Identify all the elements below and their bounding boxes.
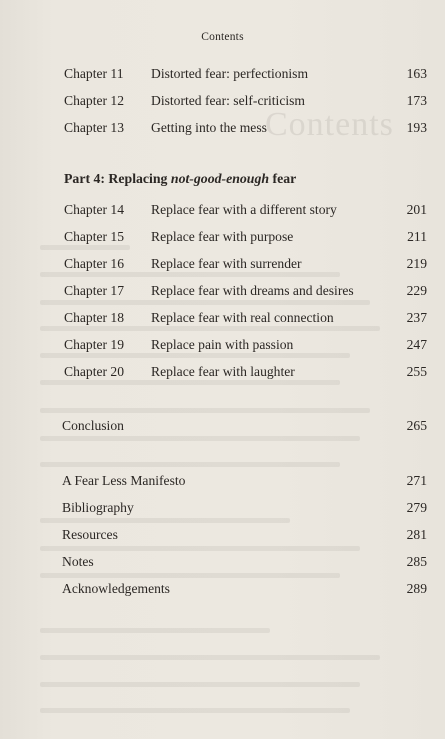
chapter-title: Getting into the mess	[151, 120, 267, 135]
chapter-number: Chapter 11	[64, 66, 124, 81]
chapter-number: Chapter 17	[64, 283, 125, 298]
section-title: Notes	[62, 554, 94, 569]
page-number: 271	[406, 473, 427, 488]
page-number: 265	[406, 418, 427, 433]
chapter-title: Distorted fear: perfectionism	[151, 66, 309, 81]
page-number: 255	[406, 364, 427, 379]
show-through-texture: Contents	[0, 0, 445, 739]
page-number: 201	[406, 202, 427, 217]
page-number: 289	[406, 581, 427, 596]
page-number: 211	[407, 229, 427, 244]
toc-entry[interactable]	[0, 118, 445, 138]
chapter-number: Chapter 18	[64, 310, 125, 325]
page-number: 279	[406, 500, 427, 515]
page-number: 219	[406, 256, 427, 271]
toc-entry[interactable]	[0, 91, 445, 111]
section-title: Conclusion	[62, 418, 124, 433]
page-number: 193	[406, 120, 427, 135]
toc-entry-conclusion[interactable]	[0, 416, 445, 436]
page-number: 237	[406, 310, 427, 325]
chapter-title: Replace fear with real connection	[151, 310, 334, 325]
chapter-title: Replace pain with passion	[151, 337, 294, 352]
chapter-number: Chapter 12	[64, 93, 125, 108]
chapter-title: Replace fear with surrender	[151, 256, 302, 271]
part-heading-suffix: fear	[269, 171, 297, 186]
toc-entry[interactable]	[0, 362, 445, 382]
chapter-number: Chapter 15	[64, 229, 125, 244]
chapter-number: Chapter 13	[64, 120, 125, 135]
section-title: Acknowledgements	[62, 581, 170, 596]
page-number: 247	[406, 337, 427, 352]
toc-entry[interactable]	[0, 200, 445, 220]
section-title: A Fear Less Manifesto	[62, 473, 186, 488]
section-title: Bibliography	[62, 500, 134, 515]
toc-entry-back-matter[interactable]	[0, 525, 445, 545]
chapter-number: Chapter 19	[64, 337, 125, 352]
part-heading-italic: not-good-enough	[170, 171, 270, 186]
toc-entry[interactable]	[0, 335, 445, 355]
chapter-title: Replace fear with a different story	[151, 202, 337, 217]
page-number: 285	[406, 554, 427, 569]
toc-entry-back-matter[interactable]	[0, 471, 445, 491]
toc-entry-back-matter[interactable]	[0, 498, 445, 518]
toc-entry-back-matter[interactable]	[0, 552, 445, 572]
toc-entry-back-matter[interactable]	[0, 579, 445, 599]
page-number: 163	[406, 66, 427, 81]
toc-entry[interactable]	[0, 254, 445, 274]
toc-entry[interactable]	[0, 64, 445, 84]
toc-entry[interactable]	[0, 227, 445, 247]
chapter-title: Distorted fear: self-criticism	[151, 93, 306, 108]
chapter-number: Chapter 16	[64, 256, 125, 271]
toc-entry[interactable]	[0, 281, 445, 301]
section-title: Resources	[62, 527, 118, 542]
chapter-title: Replace fear with laughter	[151, 364, 295, 379]
page-number: 229	[406, 283, 427, 298]
chapter-number: Chapter 14	[64, 202, 125, 217]
chapter-title: Replace fear with dreams and desires	[151, 283, 354, 298]
toc-entry[interactable]	[0, 308, 445, 328]
part-heading-prefix: Part 4: Replacing	[64, 171, 171, 186]
chapter-title: Replace fear with purpose	[151, 229, 294, 244]
page-number: 281	[406, 527, 427, 542]
running-head: Contents	[201, 31, 244, 43]
page-number: 173	[406, 93, 427, 108]
chapter-number: Chapter 20	[64, 364, 125, 379]
part-heading	[64, 171, 296, 187]
